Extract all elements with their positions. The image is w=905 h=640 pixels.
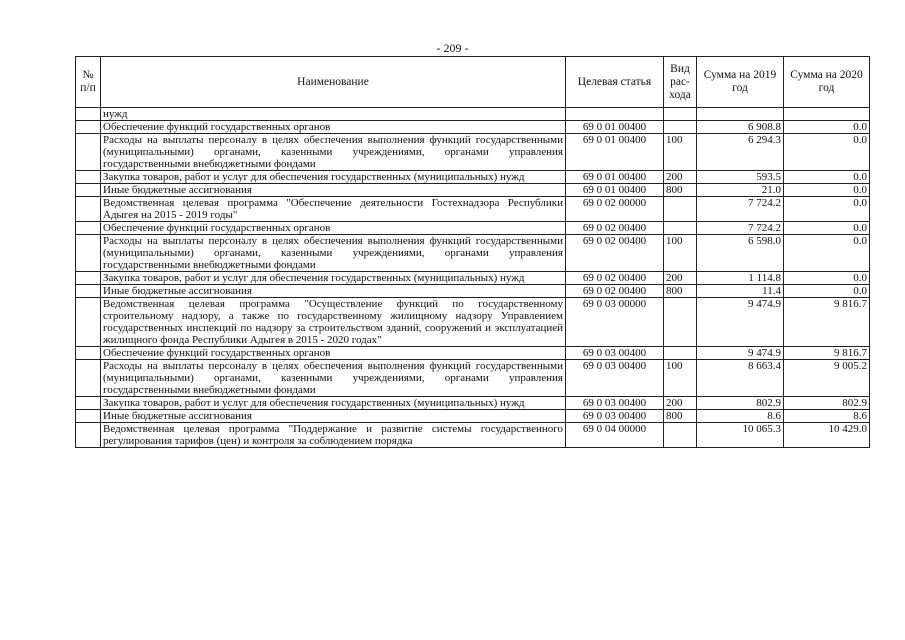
header-sum-2020: Сумма на 2020 год xyxy=(784,57,870,108)
row-num xyxy=(76,184,101,197)
row-sum-2019: 9 474.9 xyxy=(697,347,784,360)
row-sum-2020: 9 005.2 xyxy=(784,360,870,397)
row-name: Ведомственная целевая программа "Поддержание и развитие системы государственного регулирования тарифов (цен) и контроля за соблюдением порядка xyxy=(101,423,566,448)
table-body xyxy=(76,108,870,448)
row-name: Ведомственная целевая программа "Обеспечение деятельности Гостехнадзора Республики Адыгея на 2015 - 2019 годы" xyxy=(101,197,566,222)
table-row xyxy=(76,134,870,171)
row-code: 69 0 02 00000 xyxy=(566,197,664,222)
row-code: 69 0 03 00400 xyxy=(566,397,664,410)
row-sum-2019: 7 724.2 xyxy=(697,222,784,235)
row-type: 800 xyxy=(664,285,697,298)
table-row xyxy=(76,298,870,347)
row-sum-2020: 0.0 xyxy=(784,197,870,222)
table-row xyxy=(76,171,870,184)
row-sum-2020: 0.0 xyxy=(784,171,870,184)
header-num: № п/п xyxy=(76,57,101,108)
header-target: Целевая статья xyxy=(566,57,664,108)
row-code: 69 0 03 00400 xyxy=(566,347,664,360)
row-type xyxy=(664,121,697,134)
row-sum-2019: 6 598.0 xyxy=(697,235,784,272)
budget-table xyxy=(75,56,870,448)
row-type xyxy=(664,108,697,121)
row-code: 69 0 02 00400 xyxy=(566,222,664,235)
row-sum-2020: 802.9 xyxy=(784,397,870,410)
row-type: 200 xyxy=(664,171,697,184)
row-sum-2020 xyxy=(784,108,870,121)
row-num xyxy=(76,108,101,121)
row-sum-2019: 6 908.8 xyxy=(697,121,784,134)
row-code: 69 0 01 00400 xyxy=(566,184,664,197)
row-sum-2019: 9 474.9 xyxy=(697,298,784,347)
header-name: Наименование xyxy=(101,57,566,108)
row-sum-2020: 0.0 xyxy=(784,285,870,298)
row-type xyxy=(664,298,697,347)
row-code: 69 0 03 00000 xyxy=(566,298,664,347)
row-name: Закупка товаров, работ и услуг для обеспечения государственных (муниципальных) нужд xyxy=(101,171,566,184)
row-sum-2019: 21.0 xyxy=(697,184,784,197)
row-num xyxy=(76,222,101,235)
row-sum-2020: 0.0 xyxy=(784,134,870,171)
row-sum-2020: 9 816.7 xyxy=(784,347,870,360)
row-sum-2020: 0.0 xyxy=(784,121,870,134)
row-sum-2019: 6 294.3 xyxy=(697,134,784,171)
row-sum-2020: 9 816.7 xyxy=(784,298,870,347)
table-row xyxy=(76,235,870,272)
row-type: 200 xyxy=(664,272,697,285)
row-num xyxy=(76,347,101,360)
row-name: Иные бюджетные ассигнования xyxy=(101,285,566,298)
row-sum-2019: 1 114.8 xyxy=(697,272,784,285)
row-name: Обеспечение функций государственных органов xyxy=(101,121,566,134)
row-type: 200 xyxy=(664,397,697,410)
row-sum-2019: 10 065.3 xyxy=(697,423,784,448)
row-code: 69 0 03 00400 xyxy=(566,410,664,423)
row-name: Расходы на выплаты персоналу в целях обеспечения выполнения функций государственными (муниципальными) органами, казенными учреждениями, органами управления государственными внебюджетными фондами xyxy=(101,235,566,272)
row-type: 800 xyxy=(664,184,697,197)
row-code: 69 0 02 00400 xyxy=(566,235,664,272)
row-num xyxy=(76,235,101,272)
table-row xyxy=(76,397,870,410)
row-sum-2020: 0.0 xyxy=(784,184,870,197)
row-type: 100 xyxy=(664,134,697,171)
row-num xyxy=(76,298,101,347)
row-type xyxy=(664,423,697,448)
row-num xyxy=(76,397,101,410)
table-row xyxy=(76,423,870,448)
row-name: Ведомственная целевая программа "Осуществление функций по государственному строительному надзору, а также по государственному жилищному надзору Управлением государственных инспекций по надзору за строительством зданий, сооружений и эксплуатацией жилищного фонда Республики Адыгея в 2015 - 2020 годах" xyxy=(101,298,566,347)
row-sum-2020: 10 429.0 xyxy=(784,423,870,448)
row-num xyxy=(76,134,101,171)
row-code: 69 0 02 00400 xyxy=(566,285,664,298)
row-sum-2020: 8.6 xyxy=(784,410,870,423)
table-row xyxy=(76,360,870,397)
row-name: Иные бюджетные ассигнования xyxy=(101,410,566,423)
row-type xyxy=(664,347,697,360)
row-code: 69 0 02 00400 xyxy=(566,272,664,285)
row-type xyxy=(664,222,697,235)
row-num xyxy=(76,285,101,298)
row-sum-2019: 7 724.2 xyxy=(697,197,784,222)
row-sum-2019: 8 663.4 xyxy=(697,360,784,397)
table-header-row xyxy=(76,57,870,108)
table-row xyxy=(76,410,870,423)
row-name: Иные бюджетные ассигнования xyxy=(101,184,566,197)
row-code: 69 0 01 00400 xyxy=(566,134,664,171)
table-row xyxy=(76,197,870,222)
header-sum-2019: Сумма на 2019 год xyxy=(697,57,784,108)
row-name: Расходы на выплаты персоналу в целях обеспечения выполнения функций государственными (муниципальными) органами, казенными учреждениями, органами управления государственными внебюджетными фондами xyxy=(101,134,566,171)
row-code xyxy=(566,108,664,121)
row-num xyxy=(76,197,101,222)
row-name: Закупка товаров, работ и услуг для обеспечения государственных (муниципальных) нужд xyxy=(101,397,566,410)
row-num xyxy=(76,423,101,448)
table-row xyxy=(76,108,870,121)
row-name: Закупка товаров, работ и услуг для обеспечения государственных (муниципальных) нужд xyxy=(101,272,566,285)
table-row xyxy=(76,347,870,360)
row-code: 69 0 01 00400 xyxy=(566,171,664,184)
row-sum-2019 xyxy=(697,108,784,121)
row-name: Расходы на выплаты персоналу в целях обеспечения выполнения функций государственными (муниципальными) органами, казенными учреждениями, органами управления государственными внебюджетными фондами xyxy=(101,360,566,397)
row-name: нужд xyxy=(101,108,566,121)
row-type: 100 xyxy=(664,235,697,272)
row-code: 69 0 01 00400 xyxy=(566,121,664,134)
row-sum-2020: 0.0 xyxy=(784,235,870,272)
table-row xyxy=(76,184,870,197)
row-type xyxy=(664,197,697,222)
header-type: Вид рас-хода xyxy=(664,57,697,108)
table-row xyxy=(76,272,870,285)
row-code: 69 0 04 00000 xyxy=(566,423,664,448)
row-num xyxy=(76,121,101,134)
table-row xyxy=(76,285,870,298)
row-sum-2019: 11.4 xyxy=(697,285,784,298)
row-code: 69 0 03 00400 xyxy=(566,360,664,397)
row-sum-2019: 593.5 xyxy=(697,171,784,184)
row-num xyxy=(76,171,101,184)
row-sum-2019: 8.6 xyxy=(697,410,784,423)
table-row xyxy=(76,222,870,235)
row-num xyxy=(76,410,101,423)
row-num xyxy=(76,360,101,397)
page-number: - 209 - xyxy=(436,41,469,55)
table-row xyxy=(76,121,870,134)
row-name: Обеспечение функций государственных органов xyxy=(101,347,566,360)
row-sum-2019: 802.9 xyxy=(697,397,784,410)
row-num xyxy=(76,272,101,285)
row-type: 800 xyxy=(664,410,697,423)
row-sum-2020: 0.0 xyxy=(784,272,870,285)
row-type: 100 xyxy=(664,360,697,397)
row-sum-2020: 0.0 xyxy=(784,222,870,235)
row-name: Обеспечение функций государственных органов xyxy=(101,222,566,235)
